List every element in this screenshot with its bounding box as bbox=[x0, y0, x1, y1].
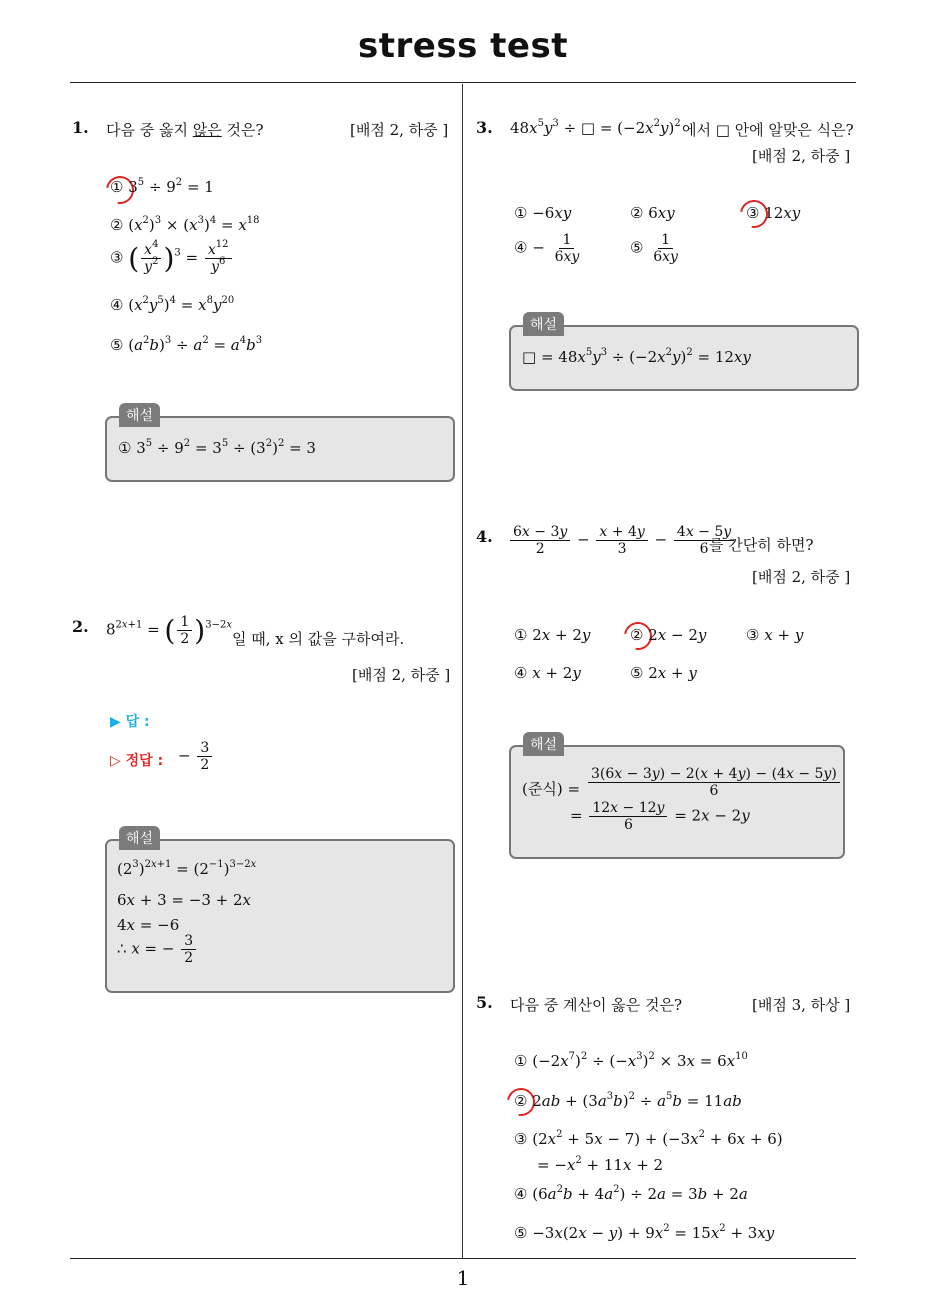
q3-option-1[interactable]: ① −6xy bbox=[514, 204, 572, 222]
q5-option-1[interactable]: ① $(-2x^7)^2 \div (-x^3)^2 \times 3x = 6x^{10}$ bbox=[514, 1051, 748, 1070]
q3-option-5[interactable]: ⑤ $\frac{1}{6xy}$ bbox=[630, 232, 678, 266]
question-5-points: [배점 3, 하상 ] bbox=[752, 996, 851, 1014]
question-2-number: 2. bbox=[72, 617, 89, 636]
column-divider bbox=[462, 84, 463, 1259]
q5-option-3-line-2: = $-x^2 + 11x + 2$ bbox=[537, 1155, 664, 1174]
q5-option-5[interactable]: ⑤ $-3x(2x - y) + 9x^2 = 15x^2 + 3xy$ bbox=[514, 1223, 775, 1242]
q1-option-2[interactable]: ② $(x^2)^3 \times (x^3)^4 = x^{18}$ bbox=[110, 215, 260, 234]
question-3-number: 3. bbox=[476, 118, 493, 137]
q1-option-5[interactable]: ⑤ $(a^2b)^3 \div a^2 = a^4b^3$ bbox=[110, 335, 263, 354]
q1-option-4[interactable]: ④ $(x^2y^5)^4 = x^8y^{20}$ bbox=[110, 295, 235, 314]
q4-option-4[interactable]: ④ x + 2y bbox=[514, 664, 581, 682]
q3-explanation-badge: 해설 bbox=[523, 312, 564, 336]
question-2-points: [배점 2, 하중 ] bbox=[352, 666, 451, 684]
answer-input-label: ▶ 답 : bbox=[110, 714, 150, 730]
q4-option-2[interactable]: ② 2x − 2y bbox=[630, 626, 707, 644]
correct-answer-value: − $\frac{3}{2}$ bbox=[178, 740, 214, 773]
question-5-number: 5. bbox=[476, 993, 493, 1012]
q1-explanation-badge: 해설 bbox=[119, 403, 160, 427]
q4-option-5[interactable]: ⑤ 2x + y bbox=[630, 664, 697, 682]
correct-answer-label: ▷ 정답 : bbox=[110, 753, 164, 769]
question-1-points: [배점 2, 하중 ] bbox=[350, 121, 449, 139]
question-5-text: 다음 중 계산이 옳은 것은? bbox=[510, 996, 683, 1014]
q2-explanation-line-3: 4x = −6 bbox=[117, 916, 180, 934]
q3-option-3[interactable]: ③ 12xy bbox=[746, 204, 801, 222]
q2-explanation-line-1: $(2^3)^{2x+1} = (2^{-1})^{3-2x}$ bbox=[117, 859, 257, 878]
q4-explanation-badge: 해설 bbox=[523, 732, 564, 756]
q4-explanation-line-2: = $\frac{12x - 12y}{6}$ = 2x − 2y bbox=[570, 800, 750, 834]
q3-option-4[interactable]: ④ − $\frac{1}{6xy}$ bbox=[514, 232, 580, 266]
question-2-expression: $8^{2x+1}$ = ( $\frac{1}{2}$ )$^{3-2x}$ bbox=[106, 614, 232, 648]
question-4-points: [배점 2, 하중 ] bbox=[752, 568, 851, 586]
footer-rule bbox=[70, 1258, 856, 1259]
q4-explanation-prefix: (준식) = bbox=[522, 780, 581, 798]
question-3-expression: $48x^5y^3$ ÷ □ = $(-2x^2y)^2$ bbox=[510, 118, 681, 137]
q4-option-1[interactable]: ① 2x + 2y bbox=[514, 626, 591, 644]
question-4-text: 를 간단히 하면? bbox=[709, 536, 814, 554]
question-2-text: 일 때, x 의 값을 구하여라. bbox=[232, 630, 405, 648]
q5-option-2[interactable]: ② $2ab + (3a^3b)^2 \div a^5b = 11ab$ bbox=[514, 1091, 742, 1110]
q3-option-2[interactable]: ② 6xy bbox=[630, 204, 675, 222]
q1-option-3[interactable]: ③ ( $\frac{x^4}{y^2}$ )$^3$ = $\frac{x^{12}}{y^6}$ bbox=[110, 242, 234, 275]
header-rule bbox=[70, 82, 856, 83]
question-1-number: 1. bbox=[72, 118, 89, 137]
question-3-points: [배점 2, 하중 ] bbox=[752, 147, 851, 165]
q5-option-4[interactable]: ④ $(6a^2b + 4a^2) \div 2a = 3b + 2a$ bbox=[514, 1184, 748, 1203]
q4-option-3[interactable]: ③ x + y bbox=[746, 626, 804, 644]
q3-explanation-text: □ = $48x^5y^3 \div (-2x^2y)^2 = 12xy$ bbox=[522, 347, 751, 366]
q4-explanation-line-1: $\frac{3(6x - 3y) - 2(x + 4y) - (4x - 5y)}{6}$ bbox=[586, 766, 842, 799]
question-4-expression: $\frac{6x - 3y}{2}$ − $\frac{x + 4y}{3}$ − $\frac{4x - 5y}{6}$ bbox=[508, 524, 736, 557]
page-title: stress test bbox=[358, 26, 568, 66]
page-number: 1 bbox=[456, 1266, 470, 1290]
question-4-number: 4. bbox=[476, 527, 493, 546]
q1-explanation-text: ① $3^5 \div 9^2 = 3^5 \div (3^2)^2 = 3$ bbox=[118, 438, 316, 457]
q2-explanation-line-2: 6x + 3 = −3 + 2x bbox=[117, 891, 251, 909]
q2-explanation-line-4: ∴ x = − $\frac{3}{2}$ bbox=[117, 933, 198, 966]
q5-option-3[interactable]: ③ $(2x^2 + 5x - 7) + (-3x^2 + 6x + 6)$ bbox=[514, 1129, 783, 1148]
question-3-text: 에서 □ 안에 알맞은 식은? bbox=[682, 121, 854, 139]
q2-explanation-badge: 해설 bbox=[119, 826, 160, 850]
question-1-text: 다음 중 옳지 않은 것은? bbox=[106, 121, 264, 139]
q1-option-1[interactable]: ① $3^5 \div 9^2 = 1$ bbox=[110, 177, 214, 196]
